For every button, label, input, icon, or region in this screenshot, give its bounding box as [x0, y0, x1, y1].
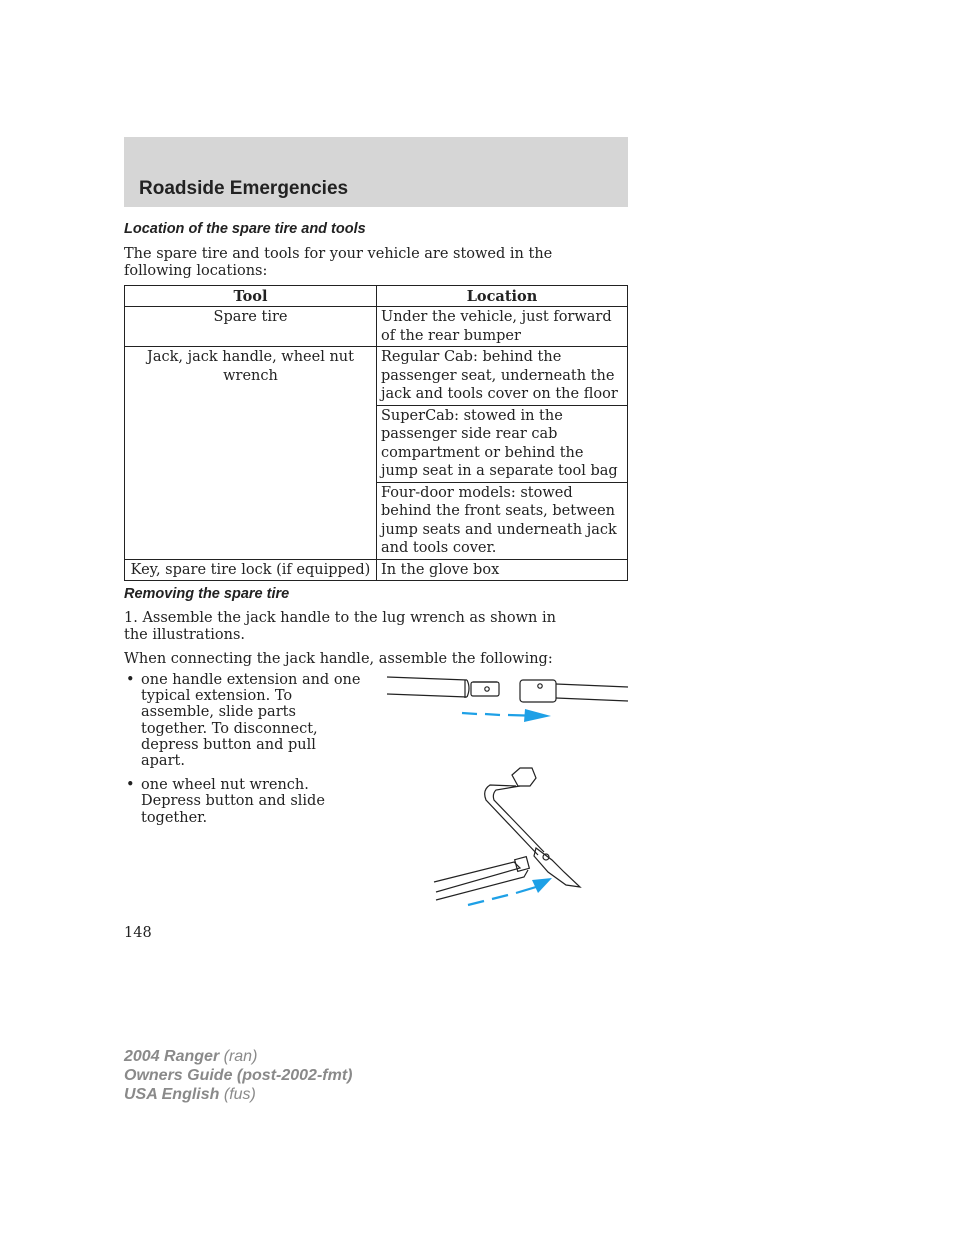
table-row — [125, 559, 628, 581]
table-row — [125, 307, 628, 347]
table-header-row — [125, 286, 628, 307]
assembly-bullet-list — [124, 672, 364, 834]
page-number: 148 — [124, 925, 152, 941]
tool-cell: Spare tire — [125, 307, 377, 347]
wheel-nut-wrench-assembly-illustration — [432, 760, 592, 912]
location-cell: Under the vehicle, just forward of the rear bumper — [377, 307, 628, 347]
location-cell: Regular Cab: behind the passenger seat, underneath the jack and tools cover on the floor — [377, 347, 628, 406]
removing-spare-tire-heading: Removing the spare tire — [124, 586, 290, 602]
footer-guide-name: Owners Guide (post-2002-fmt) — [124, 1067, 353, 1084]
intro-paragraph: The spare tire and tools for your vehicle are stowed in the following locations: — [124, 246, 553, 279]
connecting-paragraph: When connecting the jack handle, assemble the following: — [124, 651, 553, 667]
tool-cell: Jack, jack handle, wheel nut wrench — [125, 347, 377, 560]
section-title: Roadside Emergencies — [139, 178, 349, 199]
location-cell: Four-door models: stowed behind the front seats, between jump seats and underneath jack and tools cover. — [377, 482, 628, 559]
footer-language: USA English — [124, 1086, 220, 1103]
bullet-glyph: • — [126, 672, 135, 688]
list-item-text: one wheel nut wrench. Depress button and slide together. — [141, 777, 325, 826]
tools-location-table — [124, 285, 628, 581]
location-cell: SuperCab: stowed in the passenger side rear cab compartment or behind the jump seat in a separate tool bag — [377, 405, 628, 482]
footer-model: 2004 Ranger — [124, 1048, 220, 1065]
footer-language-code: (fus) — [223, 1086, 256, 1103]
footer-line-3 — [124, 1085, 352, 1104]
footer-line-2 — [124, 1066, 352, 1085]
table-row — [125, 347, 628, 406]
location-cell: In the glove box — [377, 559, 628, 581]
list-item — [124, 672, 364, 769]
footer-line-1 — [124, 1047, 352, 1066]
document-footer — [124, 1047, 352, 1104]
list-item — [124, 777, 364, 826]
spare-tire-location-heading: Location of the spare tire and tools — [124, 221, 366, 237]
step-1-paragraph: 1. Assemble the jack handle to the lug wrench as shown in the illustrations. — [124, 610, 556, 643]
bullet-glyph: • — [126, 777, 135, 794]
footer-model-code: (ran) — [223, 1048, 258, 1065]
tool-cell: Key, spare tire lock (if equipped) — [125, 559, 377, 581]
tool-column-header: Tool — [125, 286, 377, 307]
handle-extension-assembly-illustration — [385, 672, 630, 728]
list-item-text: one handle extension and one typical extension. To assemble, slide parts together. To disconnect, depress button and pull apart. — [141, 672, 361, 770]
location-column-header: Location — [377, 286, 628, 307]
